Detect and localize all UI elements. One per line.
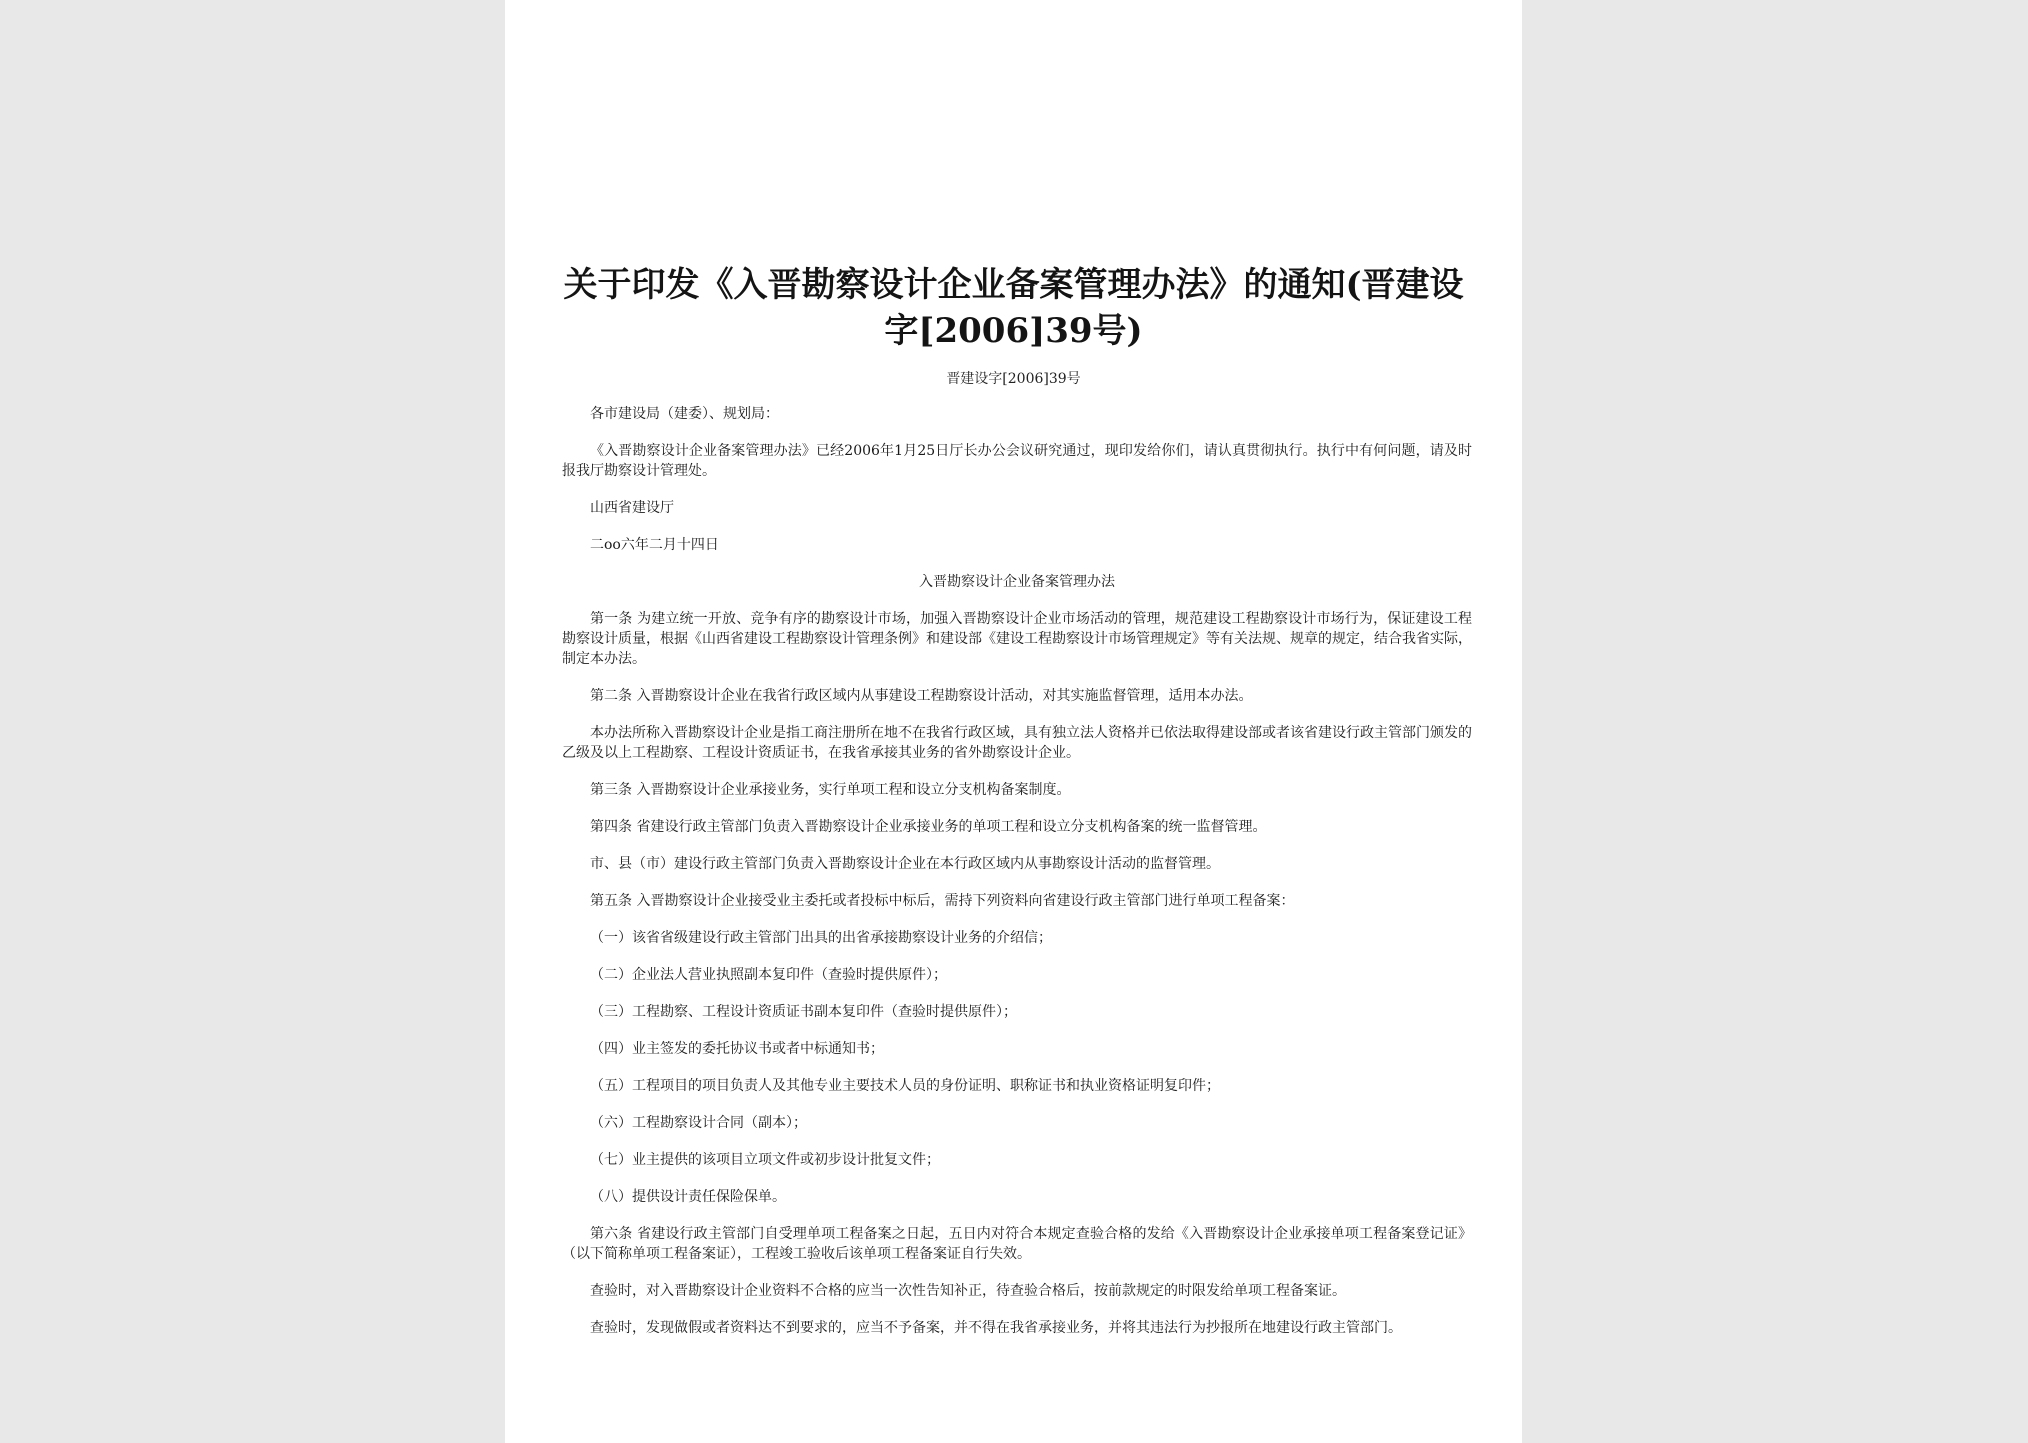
list-item: （一）该省省级建设行政主管部门出具的出省承接勘察设计业务的介绍信；: [590, 930, 1052, 946]
article-paragraph: 第六条 省建设行政主管部门自受理单项工程备案之日起，五日内对符合本规定查验合格的发给《入晋勘察设计企业承接单项工程备案登记证》（以下简称单项工程备案证），工程竣工验收后该单项工程备案证自行失效。: [562, 1226, 1472, 1262]
document-body: [562, 404, 1472, 1355]
list-item: （七）业主提供的该项目立项文件或初步设计批复文件；: [590, 1152, 940, 1168]
regulation-title: 入晋勘察设计企业备案管理办法: [919, 574, 1115, 590]
article-paragraph: 本办法所称入晋勘察设计企业是指工商注册所在地不在我省行政区域，具有独立法人资格并已依法取得建设部或者该省建设行政主管部门颁发的乙级及以上工程勘察、工程设计资质证书，在我省承接其业务的省外勘察设计企业。: [562, 725, 1472, 761]
list-item: （六）工程勘察设计合同（副本）；: [590, 1115, 807, 1131]
list-item: （二）企业法人营业执照副本复印件（查验时提供原件）；: [590, 967, 947, 983]
document-number: 晋建设字[2006]39号: [946, 371, 1081, 387]
article-paragraph: 第三条 入晋勘察设计企业承接业务，实行单项工程和设立分支机构备案制度。: [590, 782, 1071, 798]
list-item: （八）提供设计责任保险保单。: [590, 1189, 786, 1205]
issuer-name: 山西省建设厅: [590, 500, 674, 516]
list-item: （四）业主签发的委托协议书或者中标通知书；: [590, 1041, 884, 1057]
salutation: 各市建设局（建委）、规划局：: [590, 406, 779, 422]
article-paragraph: 查验时，对入晋勘察设计企业资料不合格的应当一次性告知补正，待查验合格后，按前款规定的时限发给单项工程备案证。: [590, 1283, 1346, 1299]
issue-date: 二oo六年二月十四日: [590, 537, 719, 553]
article-paragraph: 第二条 入晋勘察设计企业在我省行政区域内从事建设工程勘察设计活动，对其实施监督管理，适用本办法。: [590, 688, 1253, 704]
list-item: （五）工程项目的项目负责人及其他专业主要技术人员的身份证明、职称证书和执业资格证明复印件；: [590, 1078, 1220, 1094]
article-paragraph: 第一条 为建立统一开放、竞争有序的勘察设计市场，加强入晋勘察设计企业市场活动的管理，规范建设工程勘察设计市场行为，保证建设工程勘察设计质量，根据《山西省建设工程勘察设计管理条例》和建设部《建设工程勘察设计市场管理规定》等有关法规、规章的规定，结合我省实际，制定本办法。: [562, 611, 1472, 667]
article-paragraph: 查验时，发现做假或者资料达不到要求的，应当不予备案，并不得在我省承接业务，并将其违法行为抄报所在地建设行政主管部门。: [590, 1320, 1402, 1336]
document-page: [505, 0, 1522, 1443]
article-paragraph: 市、县（市）建设行政主管部门负责入晋勘察设计企业在本行政区域内从事勘察设计活动的监督管理。: [590, 856, 1220, 872]
document-title: 关于印发《入晋勘察设计企业备案管理办法》的通知(晋建设字[2006]39号): [563, 265, 1464, 351]
notice-paragraph: 《入晋勘察设计企业备案管理办法》已经2006年1月25日厅长办公会议研究通过，现印发给你们，请认真贯彻执行。执行中有何问题，请及时报我厅勘察设计管理处。: [562, 443, 1472, 479]
article-paragraph: 第五条 入晋勘察设计企业接受业主委托或者投标中标后，需持下列资料向省建设行政主管部门进行单项工程备案：: [590, 893, 1295, 909]
list-item: （三）工程勘察、工程设计资质证书副本复印件（查验时提供原件）；: [590, 1004, 1017, 1020]
article-paragraph: 第四条 省建设行政主管部门负责入晋勘察设计企业承接业务的单项工程和设立分支机构备案的统一监督管理。: [590, 819, 1267, 835]
